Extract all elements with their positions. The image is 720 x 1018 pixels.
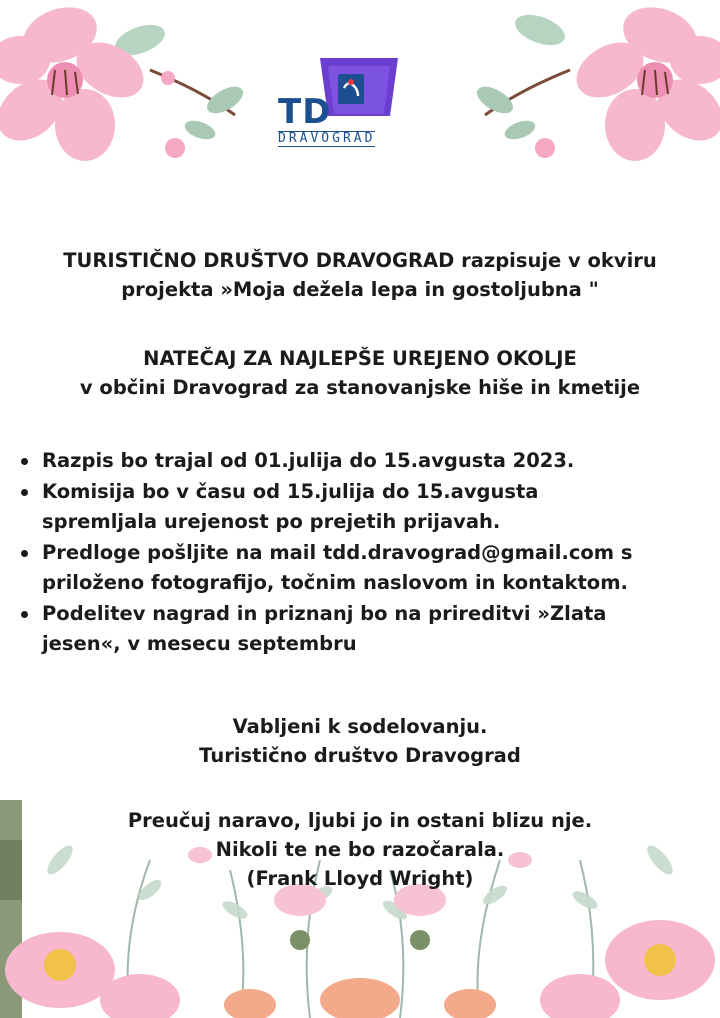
- bullet-line: priloženo fotografijo, točnim naslovom in kontaktom.: [42, 571, 628, 594]
- quote-line-2: Nikoli te ne bo razočarala.: [215, 838, 505, 861]
- bullet-item: [18, 599, 718, 660]
- bullet-line: jesen«, v mesecu septembru: [42, 632, 357, 655]
- td-dravograd-logo: [268, 52, 452, 152]
- invite-signature: Turistično društvo Dravograd: [199, 744, 521, 767]
- bullet-line: Podelitev nagrad in priznanj bo na prireditvi »Zlata: [42, 601, 607, 625]
- intro-line-1: TURISTIČNO DRUŠTVO DRAVOGRAD razpisuje v okviru: [63, 249, 657, 272]
- flower-top-left-decoration: [0, 0, 250, 190]
- contest-title: NATEČAJ ZA NAJLEPŠE UREJENO OKOLJE: [143, 347, 577, 370]
- invite-block: [0, 712, 720, 770]
- bullet-item: [18, 538, 718, 599]
- quote-line-1: Preučuj naravo, ljubi jo in ostani blizu nje.: [127, 809, 593, 832]
- intro-block: [0, 246, 720, 304]
- quote-block: [0, 806, 720, 893]
- bullet-line: Predloge pošljite na mail tdd.dravograd@gmail.com s: [42, 540, 633, 564]
- bullet-item: [18, 446, 718, 477]
- quote-author: (Frank Lloyd Wright): [246, 867, 474, 890]
- intro-line-2: projekta »Moja dežela lepa in gostoljubna ": [121, 278, 599, 301]
- contest-heading-block: [0, 344, 720, 402]
- flower-top-right-decoration: [470, 0, 720, 190]
- info-bullet-list: [18, 446, 718, 660]
- bullet-item: [18, 477, 718, 538]
- invite-line-1: Vabljeni k sodelovanju.: [232, 715, 488, 738]
- logo-letters: TD: [278, 92, 332, 132]
- logo-wordmark: DRAVOGRAD: [278, 131, 376, 146]
- bullet-line: Komisija bo v času od 15.julija do 15.avgusta: [42, 479, 539, 503]
- bullet-line: spremljala urejenost po prejetih prijavah.: [42, 510, 501, 533]
- bullet-line: Razpis bo trajal od 01.julija do 15.avgusta 2023.: [42, 449, 575, 472]
- contest-subtitle: v občini Dravograd za stanovanjske hiše in kmetije: [79, 376, 641, 399]
